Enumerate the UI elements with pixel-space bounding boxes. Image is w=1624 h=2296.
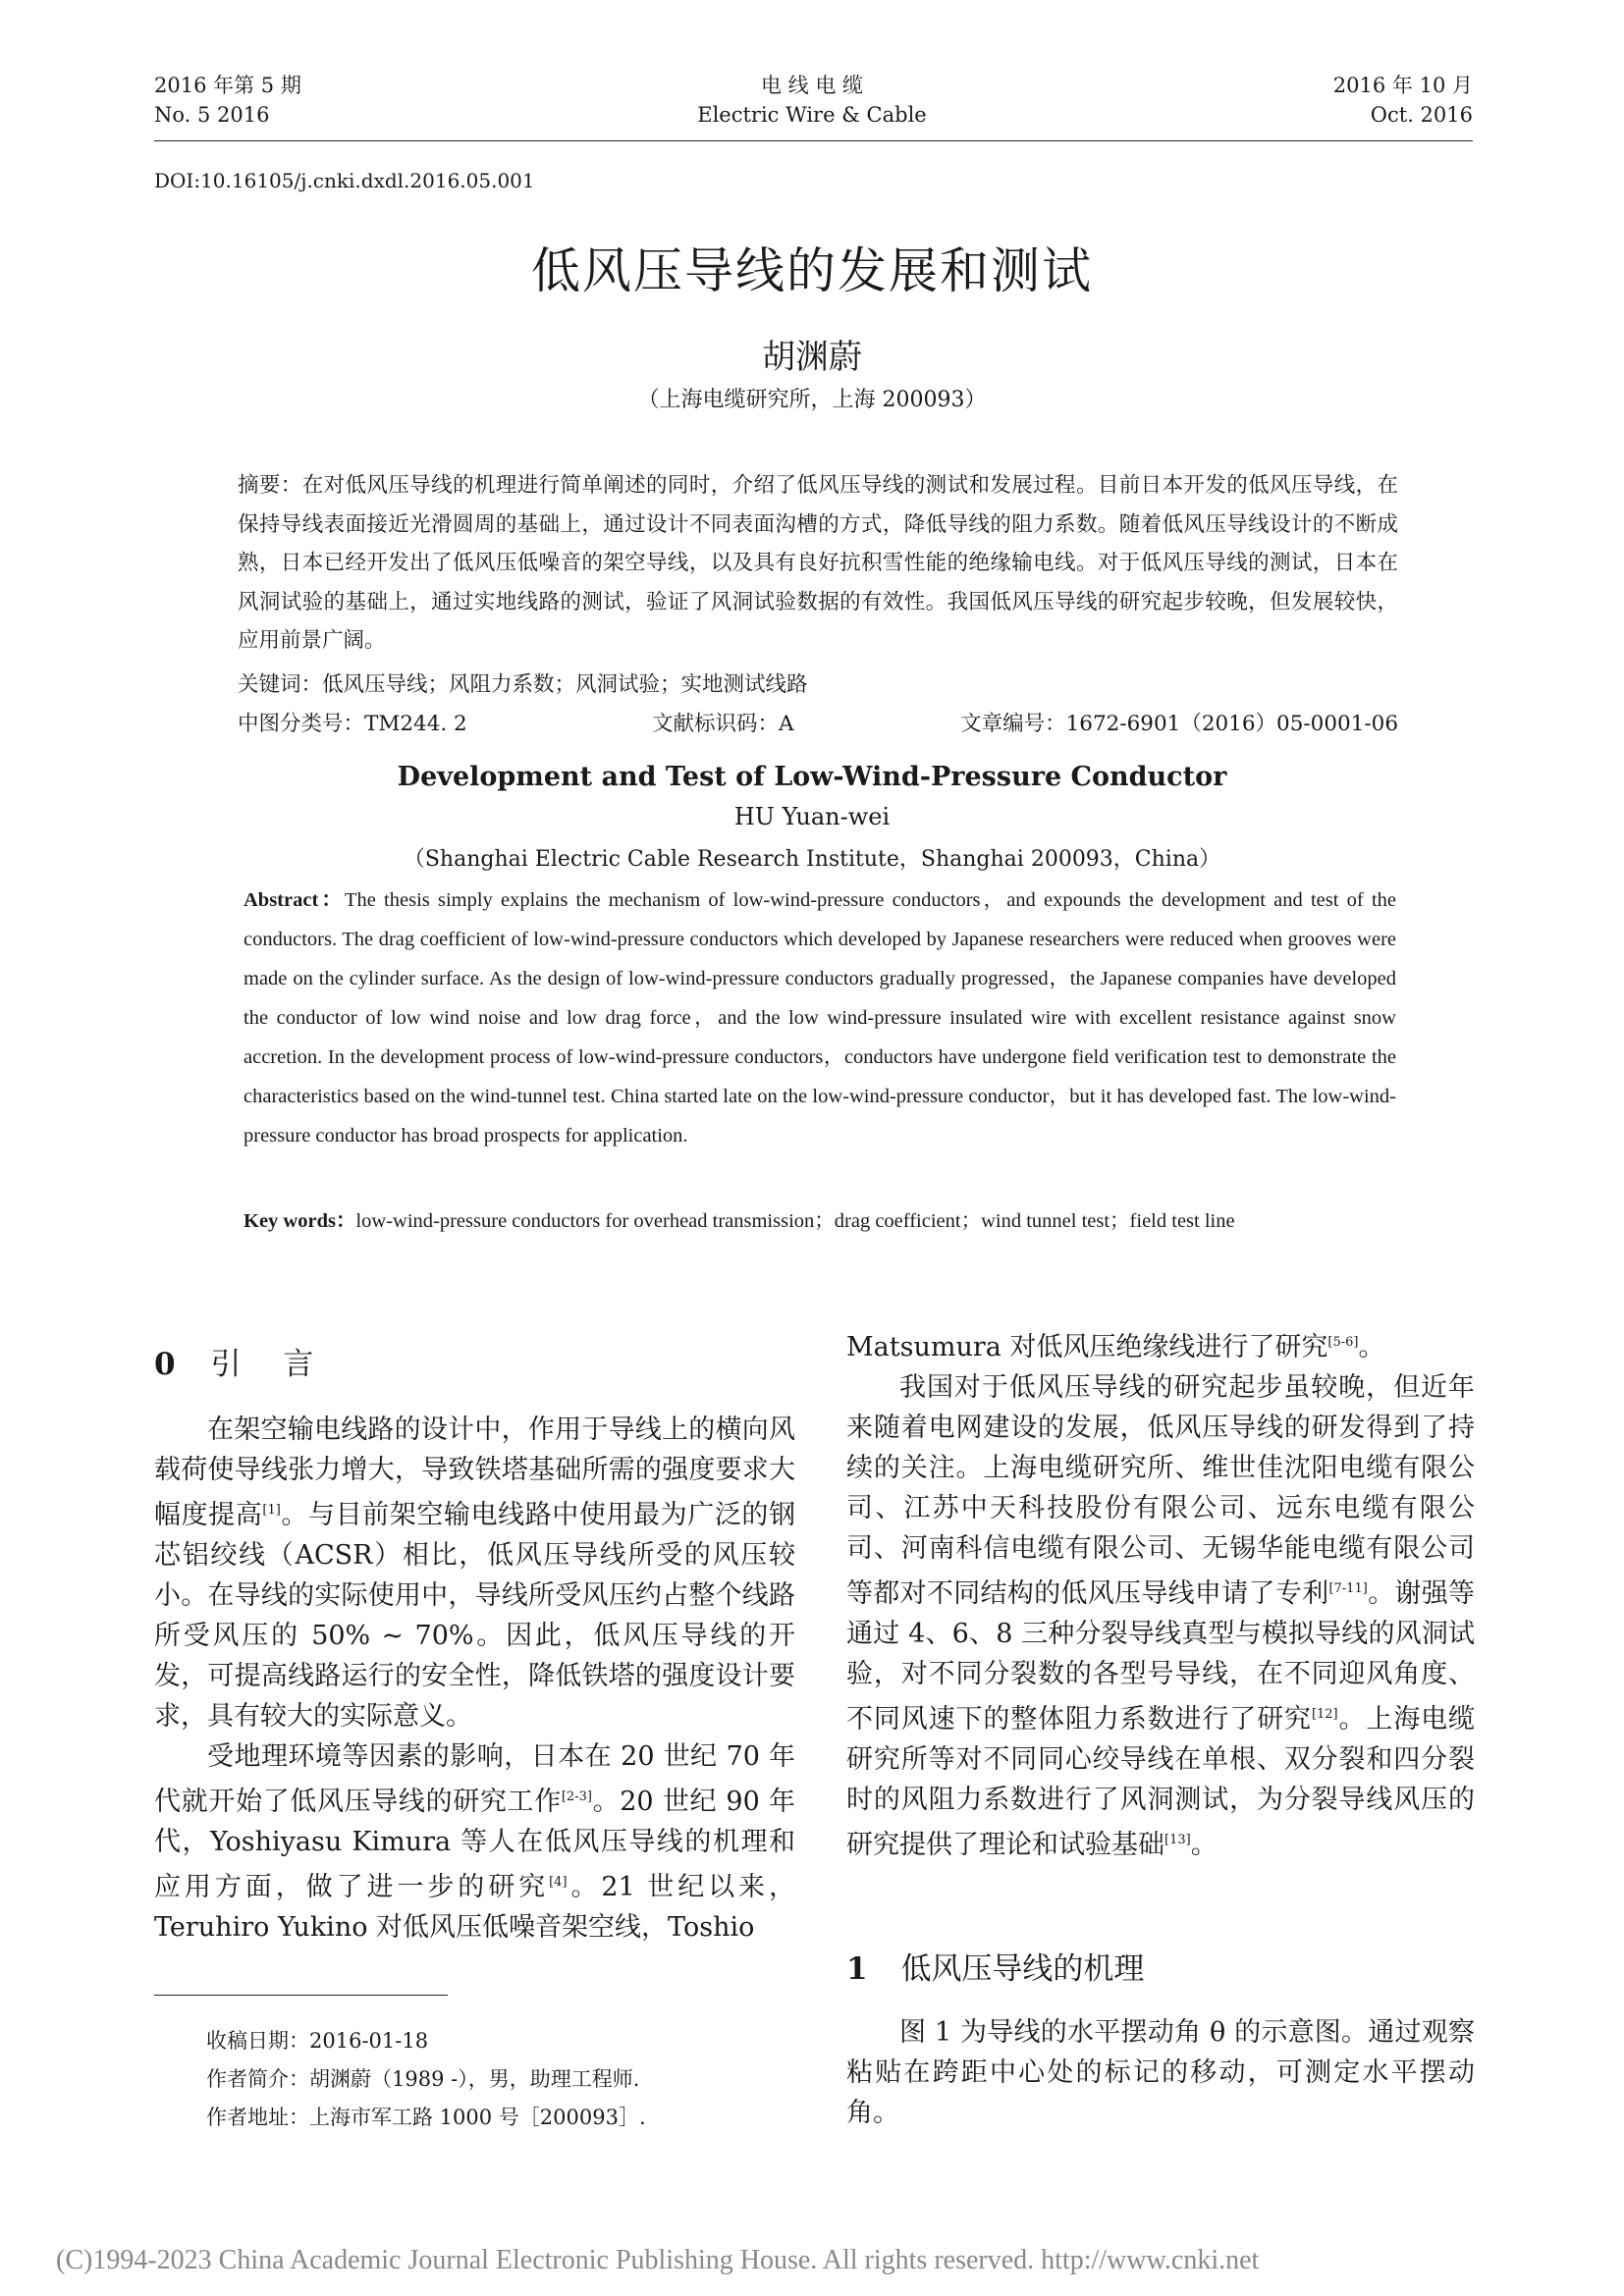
keywords-cn: 关键词：低风压导线；风阻力系数；风洞试验；实地测试线路: [238, 672, 808, 697]
en-author: HU Yuan-wei: [733, 803, 891, 830]
document-code: 文献标识码：A: [652, 712, 794, 736]
en-keywords-label: Key words：: [244, 1210, 356, 1232]
header-issue-en: No. 5 2016: [154, 103, 270, 127]
classification-row: [238, 705, 1398, 744]
citation: [1]: [262, 1503, 281, 1518]
citation: [13]: [1164, 1833, 1191, 1847]
header-journal-en: Electric Wire & Cable: [697, 103, 927, 127]
footnote-address: 作者地址：上海市军工路 1000 号［200093］.: [206, 2106, 646, 2129]
header-issue: [154, 71, 301, 130]
article-number: 文章编号：1672-6901（2016）05-0001-06: [960, 712, 1398, 736]
section-0-heading: [154, 1339, 319, 1383]
en-keywords: [244, 1202, 1396, 1240]
class-number: 中图分类号：TM244. 2: [238, 712, 467, 736]
intro-paragraph-2: [154, 1736, 795, 1948]
citation: [4]: [549, 1875, 568, 1890]
author-affiliation: （上海电缆研究所，上海 200093）: [637, 388, 987, 412]
text-run: 。: [1190, 1830, 1218, 1860]
citation: [7-11]: [1328, 1581, 1368, 1596]
text-run: 。与目前架空输电线路中使用最为广泛的钢芯铝绞线（ACSR）相比，低风压导线所受的风压较小。在导线的实际使用中，导线所受风压约占整个线路所受风压的 50% ~ 70%。因此，低风压导线的开发，可提高线路运行的安全性，降低铁塔的强度设计要求，具有较大的实际意义。: [154, 1500, 796, 1732]
header-issue-cn: 2016 年第 5 期: [154, 74, 301, 97]
left-column: [154, 1410, 795, 1948]
text-run: 。21 世纪以来，Teruhiro Yukino 对低风压低噪音架空线，Toshio: [154, 1872, 795, 1943]
en-title: Development and Test of Low-Wind-Pressure Conductor: [397, 762, 1227, 792]
en-abstract-label: Abstract：: [244, 889, 345, 911]
doi: DOI:10.16105/j.cnki.dxdl.2016.05.001: [154, 169, 535, 192]
text-run: 我国对于低风压导线的研究起步虽较晚，但近年来随着电网建设的发展，低风压导线的研发得到了持续的关注。上海电缆研究所、维世佳沈阳电缆有限公司、江苏中天科技股份有限公司、远东电缆有限公司、河南科信电缆有限公司、无锡华能电缆有限公司等都对不同结构的低风压导线申请了专利: [846, 1372, 1475, 1609]
en-abstract: [244, 881, 1396, 1155]
header-date-cn: 2016 年 10 月: [1332, 74, 1473, 97]
text-run: 。谢强等通过 4、6、8 三种分裂导线真型与模拟导线的风洞试验，对不同分裂数的各型号导线，在不同迎风角度、不同风速下的整体阻力系数进行了研究: [846, 1578, 1476, 1735]
intro-paragraph-3: [846, 1367, 1475, 1865]
footnote-received: 收稿日期：2016-01-18: [206, 2029, 429, 2053]
abstract-cn: 摘要：在对低风压导线的机理进行简单阐述的同时，介绍了低风压导线的测试和发展过程。目前日本开发的低风压导线，在保持导线表面接近光滑圆周的基础上，通过设计不同表面沟槽的方式，降低导线的阻力系数。随着低风压导线设计的不断成熟，日本已经开发出了低风压低噪音的架空导线，以及具有良好抗积雪性能的绝缘输电线。对于低风压导线的测试，日本在风洞试验的基础上，通过实地线路的测试，验证了风洞试验数据的有效性。我国低风压导线的研究起步较晚，但发展较快，应用前景广阔。: [238, 473, 1398, 653]
right-column-top: [846, 1322, 1475, 1865]
footnote-rule: [154, 1995, 448, 1996]
section-0-title: 引 言: [210, 1347, 320, 1382]
en-abstract-text: The thesis simply explains the mechanism of low-wind-pressure conductors，and expounds the development and test of the conductors. The drag coefficient of low-wind-pressure conductors which developed by Japanese researchers were reduced when grooves were made on the cylinder surface. As the design of low-wind-pressure conductors gradually progressed，the Japanese companies have developed the conductor of low wind noise and low drag force，and the low wind-pressure insulated wire with excellent resistance against snow accretion. In the development process of low-wind-pressure conductors，conductors have undergone field verification test to demonstrate the characteristics based on the wind-tunnel test. China started late on the low-wind-pressure conductor，but it has developed fast. The low-wind-pressure conductor has broad prospects for application.: [244, 889, 1396, 1147]
header-rule: [154, 140, 1473, 141]
section-1-title: 低风压导线的机理: [900, 1951, 1145, 1987]
text-run: 。: [1358, 1332, 1385, 1362]
author-name: 胡渊蔚: [762, 338, 862, 377]
header-journal: [616, 71, 1008, 130]
header-journal-cn: 电 线 电 缆: [760, 74, 864, 97]
copyright-notice: (C)1994-2023 China Academic Journal Electronic Publishing House. All rights reserved. http://www.cnki.net: [56, 2245, 1260, 2275]
section-0-number: 0: [154, 1347, 176, 1382]
section-1-heading: [846, 1944, 1144, 1988]
right-column-bottom: [846, 2012, 1475, 2133]
text-run: 。上海电缆研究所等对不同同心绞导线在单根、双分裂和四分裂时的风阻力系数进行了风洞测试，为分裂导线风压的研究提供了理论和试验基础: [846, 1704, 1476, 1860]
en-affiliation: （Shanghai Electric Cable Research Institute，Shanghai 200093，China）: [403, 847, 1221, 872]
citation: [12]: [1311, 1707, 1338, 1722]
citation: [2-3]: [561, 1789, 592, 1804]
header-date: [1333, 71, 1473, 130]
paper-title: 低风压导线的发展和测试: [531, 242, 1093, 299]
text-run: 在架空输电线路的设计中，作用于导线上的横向风载荷使导线张力增大，导致铁塔基础所需的强度要求大幅度提高: [154, 1415, 795, 1530]
footnote-author-bio: 作者简介：胡渊蔚（1989 -），男，助理工程师.: [206, 2067, 640, 2091]
en-keywords-text: low-wind-pressure conductors for overhead transmission；drag coefficient；wind tunnel test；field test line: [355, 1210, 1235, 1232]
citation: [5-6]: [1327, 1335, 1359, 1350]
text-run: 受地理环境等因素的影响，日本在 20 世纪 70 年代就开始了低风压导线的研究工作: [154, 1741, 795, 1817]
text-run: Matsumura 对低风压绝缘线进行了研究: [846, 1332, 1328, 1362]
intro-paragraph-2-cont: [846, 1322, 1475, 1367]
mechanism-paragraph-1: 图 1 为导线的水平摆动角 θ 的示意图。通过观察粘贴在跨距中心处的标记的移动，可测定水平摆动角。: [846, 2017, 1475, 2128]
text-run: 。20 世纪 90 年代，Yoshiyasu Kimura 等人在低风压导线的机理和应用方面，做了进一步的研究: [154, 1787, 795, 1902]
intro-paragraph-1: [154, 1410, 795, 1736]
header-date-en: Oct. 2016: [1370, 103, 1473, 127]
section-1-number: 1: [846, 1951, 868, 1987]
